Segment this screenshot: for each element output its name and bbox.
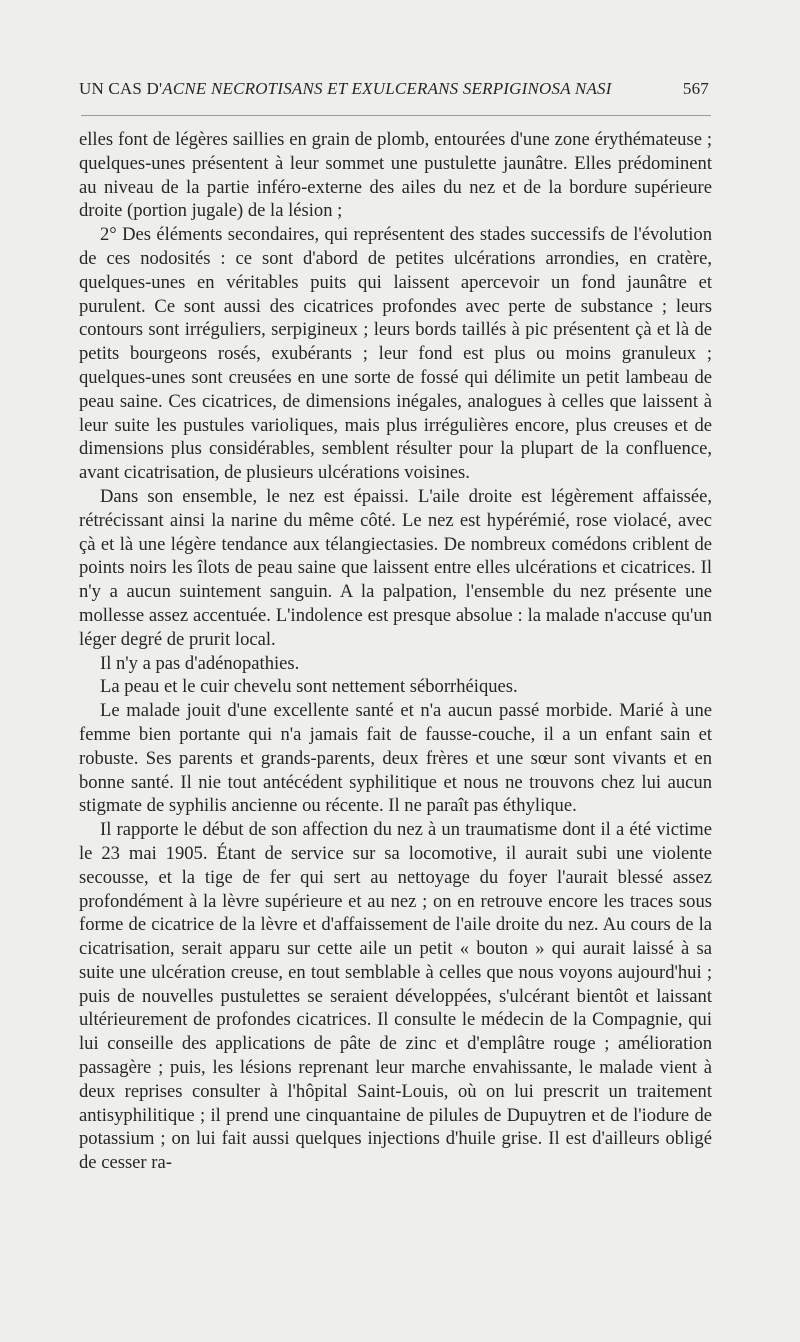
body-text — [79, 128, 712, 1175]
paragraph-4: Il n'y a pas d'adénopathies. — [100, 652, 300, 674]
paragraph-3: Dans son ensemble, le nez est épaissi. L'aile droite est légèrement affaissée, rétrécissant ainsi la narine du même côté. Le nez est hypérémié, rose violacé, avec çà et là une légère tendance aux télangiectasies. De nombreux comédons criblent de points noirs les îlots de peau saine que laissent entre elles ulcérations et cicatrices. Il n'y a aucun suintement sanguin. A la palpation, l'ensemble du nez présente une mollesse assez accentuée. L'indolence est presque absolue : la malade n'accuse qu'un léger degré de prurit local. — [79, 485, 712, 650]
running-head-title — [79, 79, 612, 99]
running-head-title-italic: ACNE NECROTISANS ET EXULCERANS SERPIGINOSA NASI — [162, 79, 612, 98]
paragraph-5: La peau et le cuir chevelu sont nettement séborrhéiques. — [100, 676, 518, 698]
running-head-title-prefix: UN CAS D' — [79, 79, 163, 98]
paragraph-2: 2° Des éléments secondaires, qui représentent des stades successifs de l'évolution de ces nodosités : ce sont d'abord de petites ulcérations arrondies, en cratère, quelques-unes en véritables puits qui laissent apercevoir un fond jaunâtre et purulent. Ce sont aussi des cicatrices profondes avec perte de substance ; leurs contours sont irréguliers, serpigineux ; leurs bords taillés à pic présentent çà et là de petits bourgeons rosés, exubérants ; leur fond est plus ou moins granuleux ; quelques-unes sont creusées en une sorte de fossé qui délimite un petit lambeau de peau saine. Ces cicatrices, de dimensions inégales, analogues à celles que laissent à leur suite les pustules varioliques, mais plus irrégulières encore, plus creuses et de dimensions plus considérables, semblent résulter pour la plupart de la confluence, avant cicatrisation, de plusieurs ulcérations voisines. — [79, 224, 712, 484]
page-number: 567 — [682, 79, 709, 98]
paragraph-6: Le malade jouit d'une excellente santé et n'a aucun passé morbide. Marié à une femme bien portante qui n'a jamais fait de fausse-couche, il a un enfant sain et robuste. Ses parents et grands-parents, deux frères et une sœur sont vivants et en bonne santé. Il nie tout antécédent syphilitique et nous ne trouvons chez lui aucun stigmate de syphilis ancienne ou récente. Il ne paraît pas éthylique. — [79, 700, 712, 817]
running-head — [79, 79, 709, 101]
paragraph-1: elles font de légères saillies en grain de plomb, entourées d'une zone érythémateuse ; quelques-unes présentent à leur sommet une pustulette jaunâtre. Elles prédominent au niveau de la partie inféro-externe des ailes du nez et de la bordure supérieure droite (portion jugale) de la lésion ; — [79, 129, 712, 222]
header-rule — [81, 115, 711, 116]
paragraph-7: Il rapporte le début de son affection du nez à un traumatisme dont il a été victime le 23 mai 1905. Étant de service sur sa locomotive, il aurait subi une violente secousse, et la tige de fer qui sert au nettoyage du foyer l'aurait blessé assez profondément à la lèvre supérieure et au nez ; on en retrouve encore les traces sous forme de cicatrice de la lèvre et d'affaissement de l'aile droite du nez. Au cours de la cicatrisation, serait apparu sur cette aile un petit « bouton » qui aurait laissé à sa suite une ulcération creuse, en tout semblable à celles que nous voyons aujourd'hui ; puis de nouvelles pustulettes se seraient développées, s'ulcérant bientôt et laissant ultérieurement de profondes cicatrices. Il consulte le médecin de la Compagnie, qui lui conseille des applications de pâte de zinc et d'emplâtre rouge ; amélioration passagère ; puis, les lésions reprenant leur marche envahissante, le malade vient à deux reprises consulter à l'hôpital Saint-Louis, où on lui prescrit un traitement antisyphilitique ; il prend une cinquantaine de pilules de Dupuytren et de l'iodure de potassium ; on lui fait aussi quelques injections d'huile grise. Il est d'ailleurs obligé de cesser ra- — [79, 819, 712, 1174]
